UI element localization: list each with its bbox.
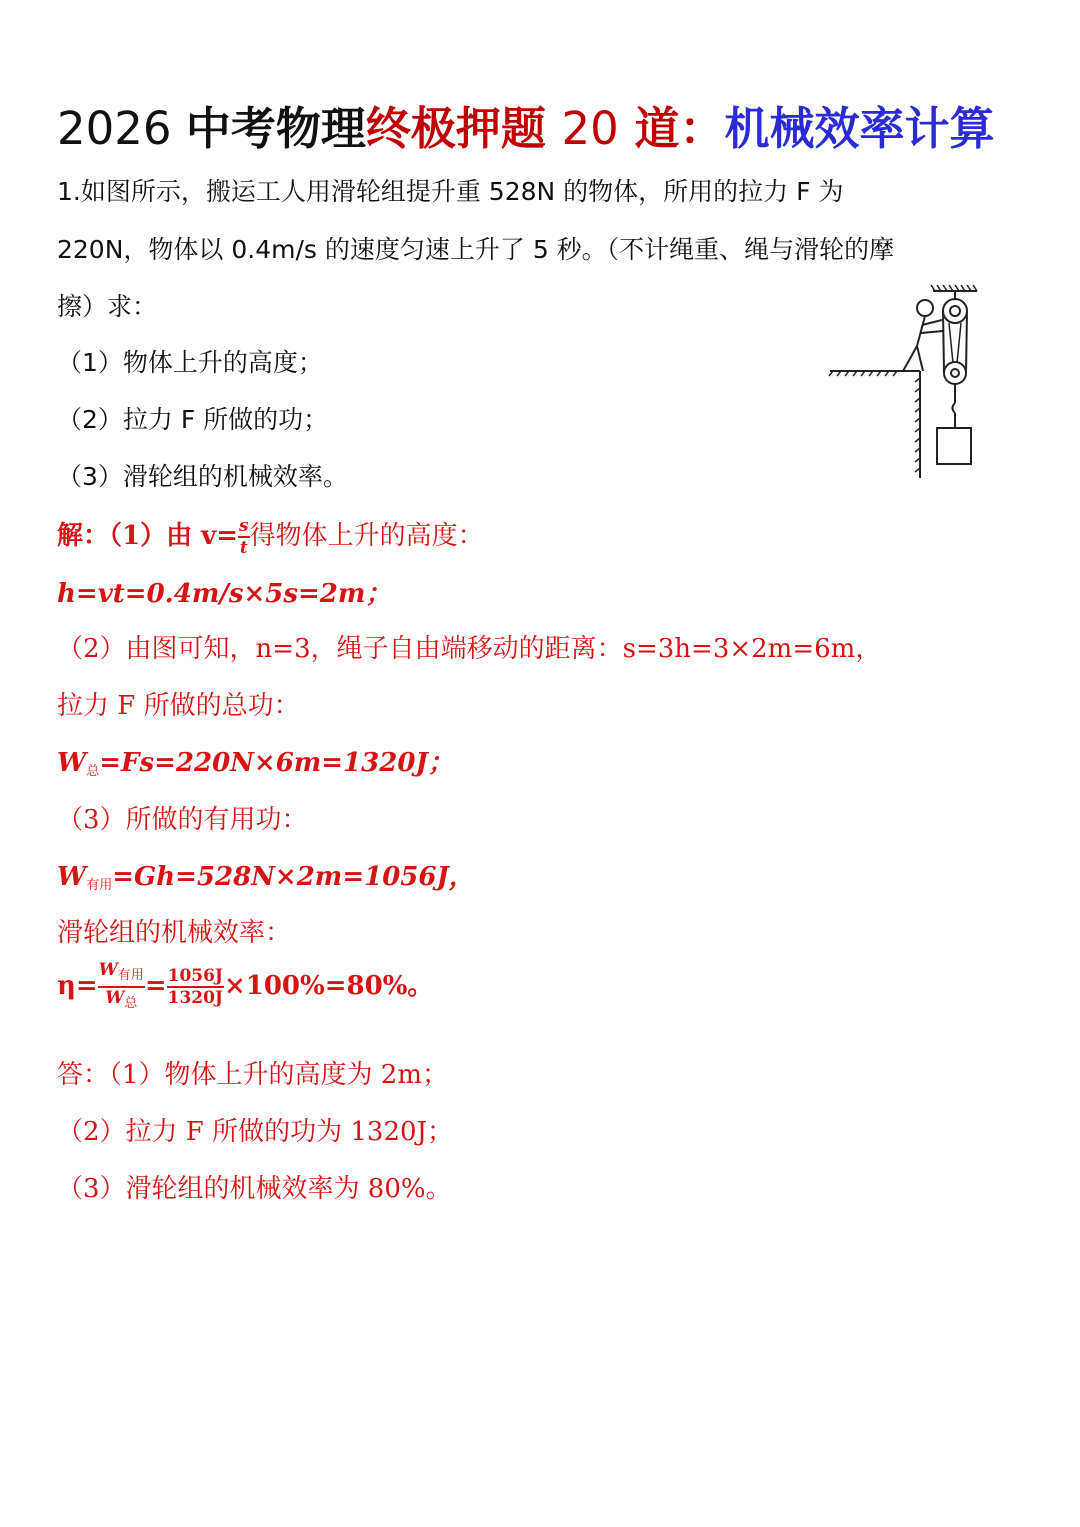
fraction-num-w: W (98, 960, 118, 980)
solution-step-4: 拉力 F 所做的总功： (57, 691, 300, 721)
work-total-subscript: 总 (86, 764, 100, 779)
question-sub-2: （2）拉力 F 所做的功； (57, 405, 329, 434)
efficiency-equals: = (144, 971, 167, 1001)
solution-step-7 (57, 856, 475, 893)
work-useful-formula: =Gh=528N×2m=1056J， (112, 862, 475, 892)
work-useful-symbol: W (57, 862, 87, 892)
solution-step-1-prefix: 解：（1）由 v= (57, 521, 239, 551)
fraction-s-over-t (238, 516, 250, 558)
answer-3: （3）滑轮组的机械效率为 80%。 (57, 1174, 452, 1204)
pulley-diagram (825, 283, 985, 483)
question-line-2: 220N，物体以 0.4m/s 的速度匀速上升了 5 秒。（不计绳重、绳与滑轮的摩 (57, 235, 895, 264)
fraction-values-num: 1056J (167, 966, 223, 986)
solution-step-5 (57, 742, 454, 779)
solution-step-2-formula: h=vt=0.4m/s×5s=2m； (57, 579, 392, 609)
work-total-symbol: W (57, 748, 87, 778)
title-part3: 20 (561, 102, 619, 155)
solution-step-8: 滑轮组的机械效率： (57, 918, 292, 948)
efficiency-eta: η= (57, 971, 98, 1001)
solution-step-2 (57, 573, 391, 610)
question-sub-1: （1）物体上升的高度； (57, 348, 323, 377)
fraction-values-den: 1320J (167, 988, 223, 1008)
answer-1: 答：（1）物体上升的高度为 2m； (57, 1060, 449, 1090)
question-line-3: 擦）求： (57, 292, 158, 321)
question-line-1: 1.如图所示，搬运工人用滑轮组提升重 528N 的物体，所用的拉力 F 为 (57, 177, 844, 206)
solution-step-9 (57, 960, 433, 1014)
work-useful-subscript: 有用 (86, 878, 113, 893)
question-sub-3: （3）滑轮组的机械效率。 (57, 462, 348, 491)
solution-step-1 (57, 515, 484, 558)
work-total-formula: =Fs=220N×6m=1320J； (99, 748, 454, 778)
solution-step-1-suffix: 得物体上升的高度： (249, 521, 484, 551)
fraction-den-w: W (105, 988, 125, 1008)
title-year: 2026 (57, 102, 186, 155)
title-part4: 道： (618, 102, 725, 155)
fraction-work-ratio (98, 960, 145, 1014)
solution-step-3: （2）由图可知，n=3，绳子自由端移动的距离：s=3h=3×2m=6m， (57, 634, 882, 664)
title-part2: 终极押题 (365, 102, 562, 155)
efficiency-result: ×100%=80%。 (223, 971, 434, 1001)
fraction-denominator: t (239, 538, 248, 558)
answer-2: （2）拉力 F 所做的功为 1320J； (57, 1117, 453, 1147)
fraction-den-sub: 总 (124, 996, 138, 1011)
title-part1: 中考物理 (185, 102, 366, 155)
fraction-numerator: s (239, 516, 249, 536)
page-title (57, 92, 994, 157)
title-part5: 机械效率计算 (724, 102, 995, 155)
solution-step-6: （3）所做的有用功： (57, 805, 308, 835)
fraction-num-sub: 有用 (117, 968, 144, 983)
fraction-values (167, 966, 224, 1008)
